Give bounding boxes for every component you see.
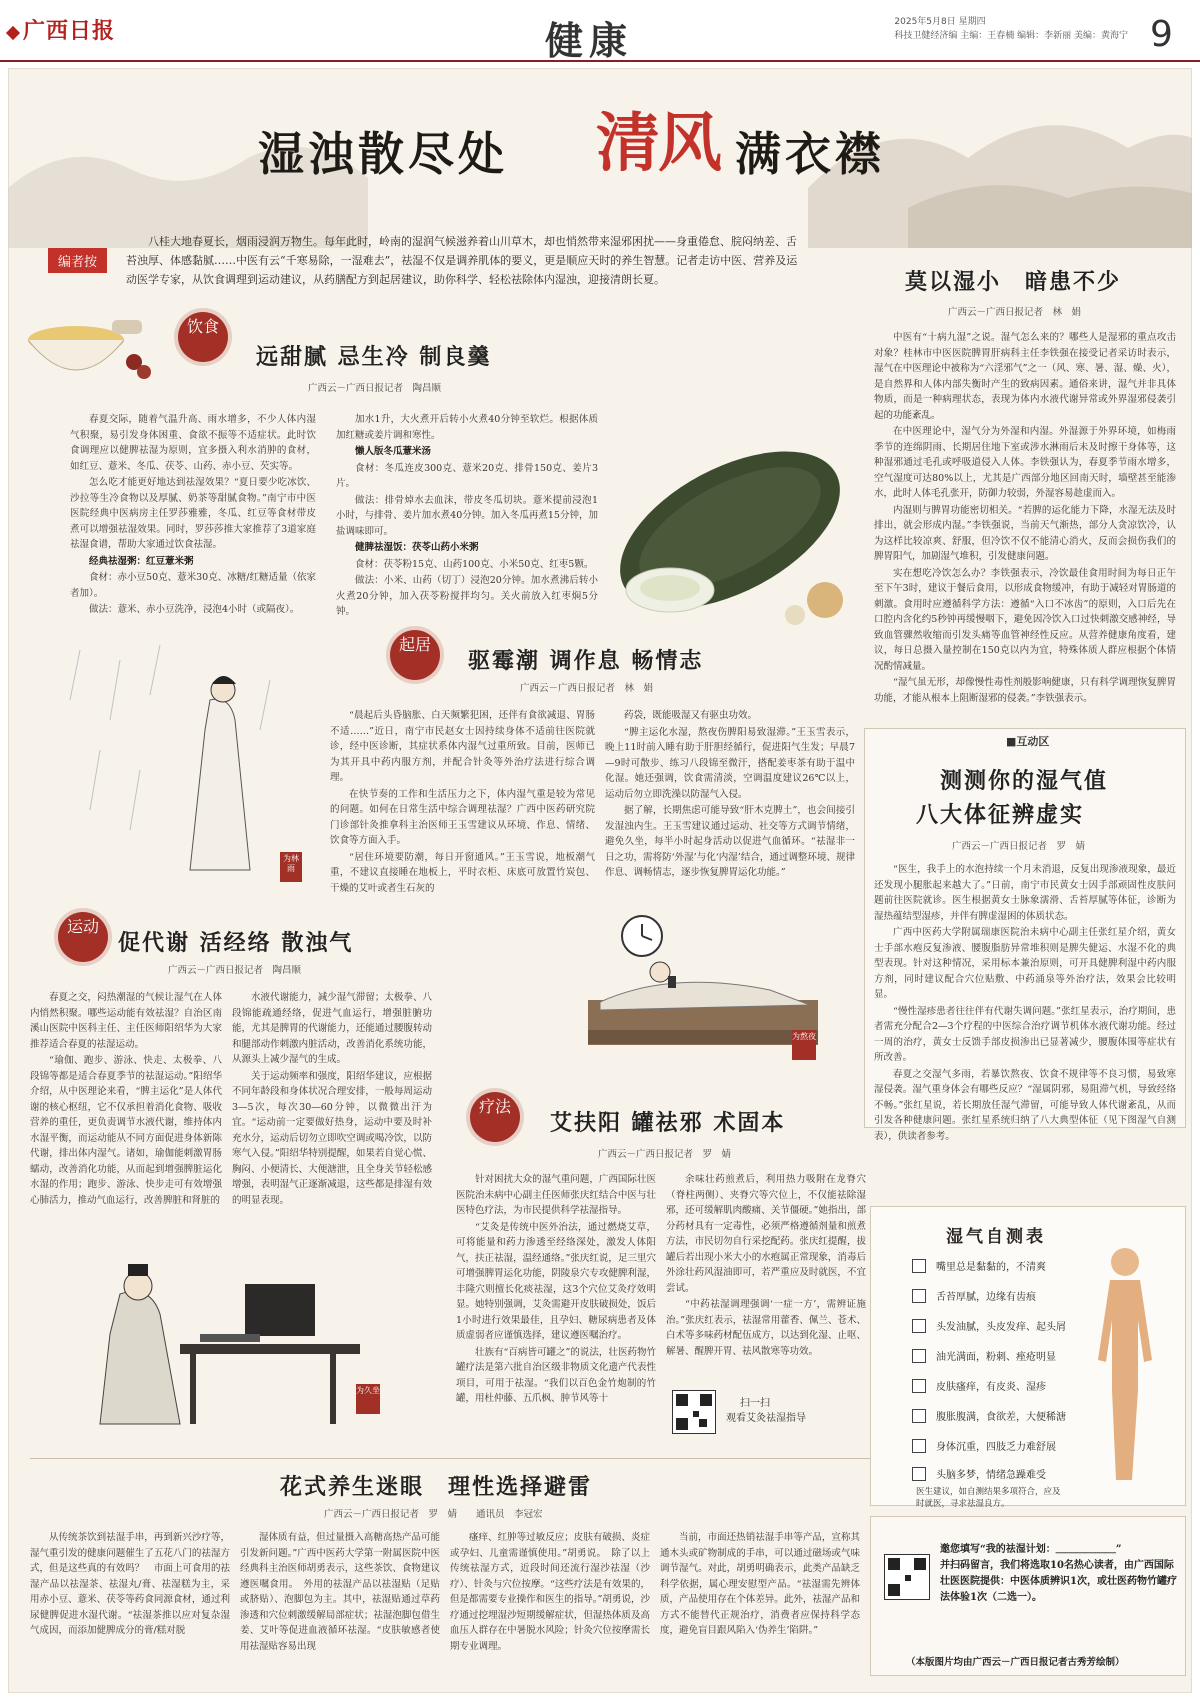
lifestyle-column-1 bbox=[330, 708, 595, 894]
recipe-title: 健脾祛湿饭：茯苓山药小米粥 bbox=[355, 542, 479, 553]
bed-label-stamp: 为熬夜 bbox=[792, 1030, 816, 1060]
recipe-method: 做法：薏米、赤小豆洗净，浸泡4小时（或隔夜）。 bbox=[89, 604, 300, 615]
therapy-byline: 广西云－广西日报记者 罗 婧 bbox=[598, 1149, 732, 1160]
issue-date: 2025年5月8日 星期四 bbox=[894, 17, 986, 27]
interactive-byline: 广西云－广西日报记者 罗 婧 bbox=[952, 841, 1086, 852]
recipe-method: 做法：小米、山药（切丁）浸泡20分钟。加水煮沸后转小火煮20分钟，加入茯苓粉搅拌均匀。关火前放入红枣焖5分钟。 bbox=[336, 575, 598, 617]
scholar-label-stamp: 为久坐 bbox=[356, 1384, 380, 1414]
interactive-tag: ■互动区 bbox=[1006, 735, 1050, 748]
self-test-footnote: 医生建议，如自测结果多项符合，应及时就医，寻求祛湿良方。 bbox=[916, 1487, 1061, 1509]
masthead bbox=[0, 0, 1200, 62]
self-test-item-text: 油光满面，粉刺、痤疮明显 bbox=[936, 1352, 1056, 1363]
paragraph: 针对困扰大众的湿气重问题，广西国际壮医医院治未病中心副主任医师张庆红结合中医与壮医特色疗法，为市民提供科学祛湿指导。 bbox=[456, 1174, 656, 1216]
bottom-column-1: 从传统茶饮到祛湿手串，再到新兴沙疗等，湿气重引发的健康问题催生了五花八门的祛湿方式，但是这些真的有效吗？ 市面上可食用的祛湿产品以祛湿茶、祛湿丸/膏、祛湿糕为主，采用赤小豆、薏米、茯苓等药食同源食材，通过利尿健脾促进水湿代谢。“祛湿茶推以应对复杂湿气成因，而添加健脾成分的膏/糕对脱 bbox=[30, 1532, 230, 1636]
therapy-column-1 bbox=[456, 1172, 656, 1454]
paragraph: 壮族有“百病皆可罐之”的说法，壮医药物竹罐疗法是第六批自治区级非物质文化遗产代表性项目，可用于祛湿。“我们以百色金竹炮制的竹罐，用杜仲藤、五爪枫、肿节风等十 bbox=[456, 1346, 656, 1404]
masthead-meta bbox=[894, 14, 1128, 42]
bottom-column-3: 瘙痒、红肿等过敏反应；皮肤有破损、炎症或孕妇、儿童需谨慎使用。”胡勇说。 除了以上传统祛湿方式，近段时间还流行湿沙祛湿（沙疗）、针灸与穴位按摩。“这些疗法是有效果的，但是都需要专业操作和医生的指导。”胡勇说，沙疗通过挖埋湿沙短期缓解症状，但湿热体质及高血压人群存在中暑脱水风险；针灸穴位按摩需长期专业调理。 bbox=[450, 1532, 650, 1652]
plan-text-1: 邀您填写“我的祛湿计划：＿＿＿＿＿＿” bbox=[940, 1544, 1122, 1555]
section-name: 健康 bbox=[545, 18, 634, 63]
self-test-item-text: 皮肤瘙痒，有皮炎、湿疹 bbox=[936, 1382, 1046, 1393]
self-test-item-text: 头脑多梦，情绪急躁难受 bbox=[936, 1470, 1046, 1481]
self-test-item-text: 腹胀腹满，食欲差，大便稀溏 bbox=[936, 1412, 1066, 1423]
editor-note-tag: 编者按 bbox=[48, 248, 107, 273]
checkbox-icon[interactable] bbox=[912, 1289, 926, 1303]
diet-column-1 bbox=[70, 412, 316, 642]
bottom-column-4: 当前，市面还热销祛湿手串等产品，宣称其通木头或矿物制成的手串，可以通过磁场或气味调节湿气。对此，胡勇明确表示，此类产品缺乏科学依据，属心理安慰型产品。“祛湿需先辨体质，产品使用存在个体差异。此外，祛湿产品和方式不能替代正规治疗，消费者应保持科学态度，避免盲目跟风陷入‘伪养生’陷阱。” bbox=[660, 1532, 860, 1636]
therapy-title: 艾扶阳 罐祛邪 术固本 bbox=[550, 1110, 786, 1136]
paragraph: 广西中医药大学附属瑞康医院治未病中心副主任张红星介绍，黄女士手部水疱反复渗液、腰腹脂肪异常堆积则是脾失健运、水湿不化的典型表现。针对这种情况，采用标本兼治原则，可开具健脾利湿中药内服方剂，同时建议配合穴位贴敷、中药涌泉等外治疗法，效果会比较明显。 bbox=[874, 927, 1176, 1000]
interactive-tag-text: 互动区 bbox=[1016, 735, 1050, 748]
paragraph: 在中医理论中，湿气分为外湿和内湿。外湿源于外界环境，如梅雨季节的连绵阴雨、长期居住地下室或涉水淋雨后未及时擦干身体等，这种湿邪通过毛孔或呼吸道侵入人体。李铁强认为，春夏季节雨水增多，空气湿度可达80%以上，尤其是广西部分地区回南天时，墙壁甚至能渗水，此时人体毛孔张开，防御力较弱，外湿容易趁虚而入。 bbox=[874, 426, 1176, 499]
editor-note: 八桂大地春夏长，烟雨浸润万物生。每年此时，岭南的湿润气候滋养着山川草木，却也悄然带来湿邪困扰——身重倦怠、脘闷纳差、舌苔浊厚、体感黏腻……中医有云“千寒易除，一湿难去”，祛湿不仅是调养肌体的要义，更是顺应天时的养生智慧。记者走访中医、营养及运动医学专家，从饮食调理到运动建议，从药膳配方到起居建议，助你科学、轻松祛除体内湿浊，迎接清朗长夏。 bbox=[126, 235, 798, 286]
qr-caption bbox=[726, 1394, 806, 1424]
interactive-title-1: 测测你的湿气值 bbox=[940, 768, 1109, 794]
plan-qr-code[interactable] bbox=[884, 1554, 930, 1600]
checkbox-icon[interactable] bbox=[912, 1349, 926, 1363]
bed-phone-illustration bbox=[570, 910, 830, 1090]
self-test-item-text: 舌苔厚腻，边缘有齿痕 bbox=[936, 1292, 1036, 1303]
exercise-seal: 运动 bbox=[58, 912, 108, 962]
self-test-item[interactable] bbox=[912, 1348, 1056, 1363]
right-feature-title: 莫以湿小 暗患不少 bbox=[905, 269, 1122, 295]
headline-left: 湿浊散尽处 bbox=[258, 127, 508, 181]
newspaper-logo[interactable] bbox=[8, 14, 115, 45]
bottom-byline: 广西云－广西日报记者 罗 婧 通讯员 李冠宏 bbox=[324, 1509, 543, 1520]
self-test-item-text: 头发油腻，头皮发痒、起头屑 bbox=[936, 1322, 1066, 1333]
lifestyle-seal: 起居 bbox=[390, 630, 440, 680]
paragraph: 关于运动频率和强度，阳绍华建议，应根据不同年龄段和身体状况合理安排，一般每周运动3—5次，每次30—60分钟，以微微出汗为宜。“运动前一定要做好热身，运动中要及时补充水分，运动后切勿立即吹空调或喝冷饮，以防寒气入侵。”阳绍华特别提醒，如果若自觉心慌、胸闷、小便清长、大便溏泄，且全身关节轻松感增强，表明湿气正逐渐减退，这些都是排湿有效的明显表现。 bbox=[232, 1070, 432, 1206]
self-test-item[interactable] bbox=[912, 1378, 1046, 1393]
recipe-ingredients: 食材：赤小豆50克、薏米30克、冰糖/红糖适量（依家者加）。 bbox=[70, 572, 316, 599]
paragraph: 药袋，既能吸湿又有驱虫功效。 bbox=[624, 710, 758, 721]
diet-column-2 bbox=[336, 412, 598, 617]
right-feature-byline: 广西云－广西日报记者 林 娟 bbox=[948, 307, 1082, 318]
paragraph: “中药祛湿调理强调‘一症一方’，需辨证施治。”张庆红表示，祛湿常用藿香、佩兰、苍术、白术等多味药材配伍成方，以达到化湿、止呕、解暑、醒脾开胃、祛风散寒等功效。 bbox=[666, 1299, 866, 1357]
human-body-illustration bbox=[1080, 1240, 1170, 1490]
recipe-ingredients: 食材：茯苓粉15克、山药100克、小米50克、红枣5颗。 bbox=[355, 558, 594, 570]
paragraph: 内湿则与脾胃功能密切相关。“若脾的运化能力下降，水湿无法及时排出，就会形成内湿。”李铁强说，当前天气渐热，部分人贪凉饮冷，认为这样比较凉爽、舒服，但冷饮不仅不能清心消火，反而会损伤我们的脾胃阳气，加剧湿气堆积，引发健康问题。 bbox=[874, 504, 1176, 562]
right-feature-body bbox=[874, 330, 1176, 702]
paragraph: 在快节奏的工作和生活压力之下，体内湿气重是较为常见的问题。如何在日常生活中综合调理祛湿？广西中医药研究院门诊部针灸推拿科主治医师王玉雪建议从环境、作息、情绪、饮食等方面入手。 bbox=[330, 788, 595, 846]
paragraph: “居住环境要防潮，每日开窗通风。”王玉雪说，地板潮气重，不建议直接睡在地板上，平时衣柜、床底可放置竹炭包、干燥的艾叶或者生石灰的 bbox=[330, 851, 595, 894]
editor-credits: 科技卫健经济编 主编：王春楠 编辑：李新丽 美编：黄海宁 bbox=[894, 31, 1128, 41]
diet-byline: 广西云－广西日报记者 陶昌顺 bbox=[308, 383, 442, 394]
recipe-ingredients: 食材：冬瓜连皮300克、薏米20克、排骨150克、姜片3片。 bbox=[336, 462, 598, 489]
paragraph: 春夏之交湿气多雨，若暴饮熬夜、饮食不规律等不良习惯，易致寒湿侵袭。湿气重身体会有哪些反应？“湿属阴邪，易阻滞气机，导致经络不畅。”张红星说，若长期放任湿气滞留，可能导致人体代谢紊乱，从而引发各种健康问题。张红星系统归纳了八大典型体征（见下图湿气自测表），供读者参考。 bbox=[874, 1068, 1176, 1142]
checkbox-icon[interactable] bbox=[912, 1379, 926, 1393]
soup-bowl-illustration bbox=[16, 300, 156, 390]
therapy-qr-code[interactable] bbox=[672, 1390, 716, 1434]
paragraph: “脾主运化水湿，熬夜伤脾阳易致湿滞。”王玉雪表示，晚上11时前入睡有助于肝胆经循行，促进阳气生发；早晨7—9时可散步、练习八段锦至微汗，搭配姜枣茶有助于温中化湿。她还强调，饮食需清淡，空调温度建议26℃以上，运动后勿立即洗澡以防湿气入侵。 bbox=[605, 726, 855, 800]
bottom-column-2: 湿体质有益，但过量摄入高糖高热产品可能引发新问题。”广西中医药大学第一附属医院中医经典科主治医师胡勇表示，这些茶饮、食物建议遵医嘱食用。 外用的祛湿产品以祛湿贴（足贴或脐贴）、泡脚包为主。其中，祛湿贴通过草药渗透和穴位刺激缓解局部症状；祛湿泡脚包借生姜、艾叶等促进血液循环祛湿。“皮肤敏感者使用祛湿贴容易出现 bbox=[240, 1532, 440, 1652]
recipe-title: 经典祛湿粥：红豆薏米粥 bbox=[89, 555, 194, 567]
image-credit: （本版图片均由广西云－广西日报记者古秀芳绘制） bbox=[906, 1657, 1125, 1668]
paragraph: 余味壮药煎煮后，利用热力吸附在龙脊穴（脊柱两侧）、夹脊穴等穴位上，不仅能祛除湿邪，还可缓解肌肉酸痛、关节僵硬。”她指出，部分药材具有一定毒性，必须严格遵循剂量和煎煮方法，市民切勿自行采挖配药。张庆红提醒，拔罐后若出现小米大小的水疱属正常现象，消毒后外涂壮药风湿油即可，若严重应及时就医，不宜尝试。 bbox=[666, 1174, 866, 1294]
logo-text: 广西日报 bbox=[23, 18, 116, 44]
winter-melon-illustration bbox=[600, 420, 870, 630]
paragraph: 据了解，长期焦虑可能导致“肝木克脾土”，也会间接引发湿浊内生。王玉雪建议通过运动、社交等方式调节情绪，避免久坐，每半小时起身活动以促进气血循环。“祛湿非一日之功，需将防‘外湿’与化‘内湿’结合，通过调整环境、规律作息、调畅情志，逐步恢复脾胃运化功能。” bbox=[605, 805, 855, 878]
lifestyle-byline: 广西云－广西日报记者 林 娟 bbox=[520, 683, 654, 694]
paragraph: “医生，我手上的水泡持续一个月未消退，反复出现渗液现象，最近还发现小腿胀起来越大了。”日前，南宁市民黄女士因手部顽固性皮肤问题前往医院就诊。医生根据黄女士脉象濡滑、舌苔厚腻等体征，诊断为湿热蕴结型湿疹，并伴有脾虚湿困的体质状态。 bbox=[874, 864, 1176, 922]
paragraph: “晨起后头昏脑胀、白天频繁犯困，还伴有食欲减退、胃肠不适……”近日，南宁市民赵女士因持续身体不适前往医院就诊，经中医诊断，其症状系体内湿气过重所致。目前，医师已为其开具中药内服方剂，并配合针灸等外治疗法进行综合调理。 bbox=[330, 710, 595, 783]
scholar-computer-illustration bbox=[60, 1254, 380, 1434]
exercise-column-2 bbox=[232, 990, 432, 1248]
paragraph: 水液代谢能力，减少湿气滞留；太极拳、八段锦能疏通经络，促进气血运行，增强脏腑功能，尤其是脾胃的代谢能力，还能通过腰腹转动和腿部动作刺激内脏活动，改善消化系统功能，从源头上减少湿气的生成。 bbox=[232, 992, 432, 1065]
paragraph: “慢性湿疹患者往往伴有代谢失调问题。”张红星表示，治疗期间，患者需充分配合2—3个疗程的中医综合治疗调节机体水液代谢功能。经过一周的治疗，黄女士反馈手部皮损渗出已显著减少，腰腹体围等症状有所改善。 bbox=[874, 1005, 1176, 1063]
checkbox-icon[interactable] bbox=[912, 1319, 926, 1333]
qr-caption-line-2: 观看艾灸祛湿指导 bbox=[726, 1413, 806, 1424]
self-test-item[interactable] bbox=[912, 1288, 1036, 1303]
lifestyle-column-2 bbox=[605, 708, 855, 888]
bottom-divider bbox=[30, 1458, 870, 1459]
checkbox-icon[interactable] bbox=[912, 1467, 926, 1481]
therapy-seal: 疗法 bbox=[470, 1092, 520, 1142]
checkbox-icon[interactable] bbox=[912, 1259, 926, 1273]
recipe-method: 做法：排骨焯水去血沫，带皮冬瓜切块。薏米提前浸泡1小时，与排骨、姜片加水煮40分钟。加入冬瓜再煮15分钟，加盐调味即可。 bbox=[336, 494, 598, 537]
paragraph: “湿气虽无形，却像慢性毒性剂般影响健康，只有科学调理恢复脾胃功能，才能从根本上阻断湿邪的侵袭。”李铁强表示。 bbox=[874, 677, 1176, 704]
checkbox-icon[interactable] bbox=[912, 1409, 926, 1423]
exercise-byline: 广西云－广西日报记者 陶昌顺 bbox=[168, 965, 302, 976]
lifestyle-title: 驱霉潮 调作息 畅情志 bbox=[468, 648, 704, 674]
paragraph: 春夏交际，随着气温升高、雨水增多，不少人体内湿气积聚，易引发身体困重、食欲不振等不适症状。此时饮食调理应以健脾祛湿为原则，宜多摄入利水消肿的食材，如红豆、薏米、冬瓜、茯苓、山药、赤小豆、芡实等。 bbox=[70, 414, 316, 472]
therapy-column-2 bbox=[666, 1172, 866, 1372]
exercise-title: 促代谢 活经络 散浊气 bbox=[118, 930, 354, 956]
self-test-item[interactable] bbox=[912, 1408, 1066, 1423]
self-test-item[interactable] bbox=[912, 1318, 1066, 1333]
page-number: 9 bbox=[1150, 14, 1173, 55]
exercise-column-1 bbox=[30, 990, 222, 1248]
paragraph: 加水1升，大火煮开后转小火煮40分钟至软烂。根据体质加红糖或姜片调和寒性。 bbox=[336, 414, 598, 441]
recipe-title: 懒人版冬瓜薏米汤 bbox=[355, 446, 432, 457]
headline-right: 满衣襟 bbox=[735, 127, 885, 181]
interactive-body bbox=[874, 862, 1176, 1142]
plan-text-2: 并扫码留言，我们将选取10名热心读者，由广西国际壮医医院提供：中医体质辨识1次，或壮医药物竹罐疗法体验1次（二选一）。 bbox=[940, 1560, 1177, 1603]
logo-diamond-icon bbox=[6, 26, 20, 40]
headline-accent: 清风 bbox=[596, 106, 720, 181]
self-test-item[interactable] bbox=[912, 1466, 1046, 1481]
interactive-title-2: 八大体征辨虚实 bbox=[916, 802, 1085, 828]
paragraph: “艾灸是传统中医外治法，通过燃烧艾草，可将能量和药力渗透至经络深处，激发人体阳气，扶正祛湿，温经通络。”张庆红说，足三里穴可增强脾胃运化功能，阴陵泉穴专攻健脾利湿，丰隆穴则擅长化痰祛湿，这3个穴位艾灸疗效明显。她特别强调，艾灸需避开皮肤破损处，饭后1小时进行效果最佳，且孕妇、糖尿病患者及体质虚弱者应谨慎选择，建议遵医嘱治疗。 bbox=[456, 1221, 656, 1341]
paragraph: 春夏之交，闷热潮湿的气候让湿气在人体内悄然积聚。哪些运动能有效祛湿？自治区南溪山医院中医科主任、主任医师阳绍华为大家推荐适合春夏的祛湿运动。 bbox=[30, 992, 222, 1050]
bottom-title: 花式养生迷眼 理性选择避雷 bbox=[280, 1474, 593, 1500]
self-test-item[interactable] bbox=[912, 1258, 1046, 1273]
self-test-item-text: 身体沉重，四肢乏力难舒展 bbox=[936, 1442, 1056, 1453]
diet-seal: 饮食 bbox=[178, 312, 228, 362]
rain-label-stamp: 为林雨 bbox=[280, 852, 302, 882]
diet-title: 远甜腻 忌生冷 制良羹 bbox=[256, 344, 492, 370]
self-test-item[interactable] bbox=[912, 1438, 1056, 1453]
checkbox-icon[interactable] bbox=[912, 1439, 926, 1453]
rain-figure-illustration bbox=[60, 640, 310, 890]
paragraph: “瑜伽、跑步、游泳、快走、太极拳、八段锦等都是适合春夏季节的祛湿运动。”阳绍华介绍，从中医理论来看，“脾主运化”是人体代谢的核心枢纽，它不仅承担着消化食物、吸收营养的重任，更负责调节水液代谢，维持体内水湿平衡，而运动能从不同方面促进身体新陈代谢，排出体内湿气。诸如，瑜伽能刺激胃肠蠕动，改善消化功能，从而起到增强脾脏运化水湿的作用；跑步、游泳、快步走可有效增强心肺活力，推动气血运行，改善脾脏和肾脏的 bbox=[30, 1055, 222, 1206]
plan-invitation bbox=[940, 1542, 1180, 1606]
paragraph: 实在想吃冷饮怎么办？李铁强表示，冷饮最佳食用时间为每日正午至下午3时，建议于餐后食用，以形成食物缓冲，有助于减轻对胃肠道的刺激。食用时应遵循科学方法：遵循“入口不冰齿”的原则，入口后先在口腔内含化约5秒钟再缓慢咽下，避免因冷饮入口过快刺激交感神经，导致血管骤然收缩而引发头痛等血管神经性反应。从营养健康角度看，建议，每日总摄入量控制在150克以内为宜，特殊体质人群应根据个体情况酌情减量。 bbox=[874, 567, 1176, 672]
self-test-item-text: 嘴里总是黏黏的，不清爽 bbox=[936, 1262, 1046, 1273]
qr-caption-line-1: 扫一扫 bbox=[740, 1398, 770, 1409]
paragraph: 怎么吃才能更好地达到祛湿效果？“夏日要少吃冰饮、沙拉等生冷食物以及厚腻、奶茶等甜腻食物。”南宁市中医医院经典中医病房主任罗莎雅雅，冬瓜、红豆等食材带皮煮可以增强祛湿效果。同时，罗莎莎推大家推荐了3道家庭祛湿食谱，帮助大家通过饮食祛湿。 bbox=[70, 477, 316, 550]
self-test-title: 湿气自测表 bbox=[946, 1227, 1046, 1247]
paragraph: 中医有“十病九湿”之说。湿气怎么来的？哪些人是湿邪的重点攻击对象？桂林市中医医院脾胃肝病科主任李铁强在接受记者采访时表示，湿气在中医理论中被称为“六淫邪气”之一（风、寒、暑、湿、燥、火），是自然界和人体内部失衡时产生的致病因素。通俗来讲，湿气并非具体物质，而是一种病理状态，表现为体内水液代谢异常或外界湿邪侵袭引起的功能紊乱。 bbox=[874, 332, 1176, 421]
